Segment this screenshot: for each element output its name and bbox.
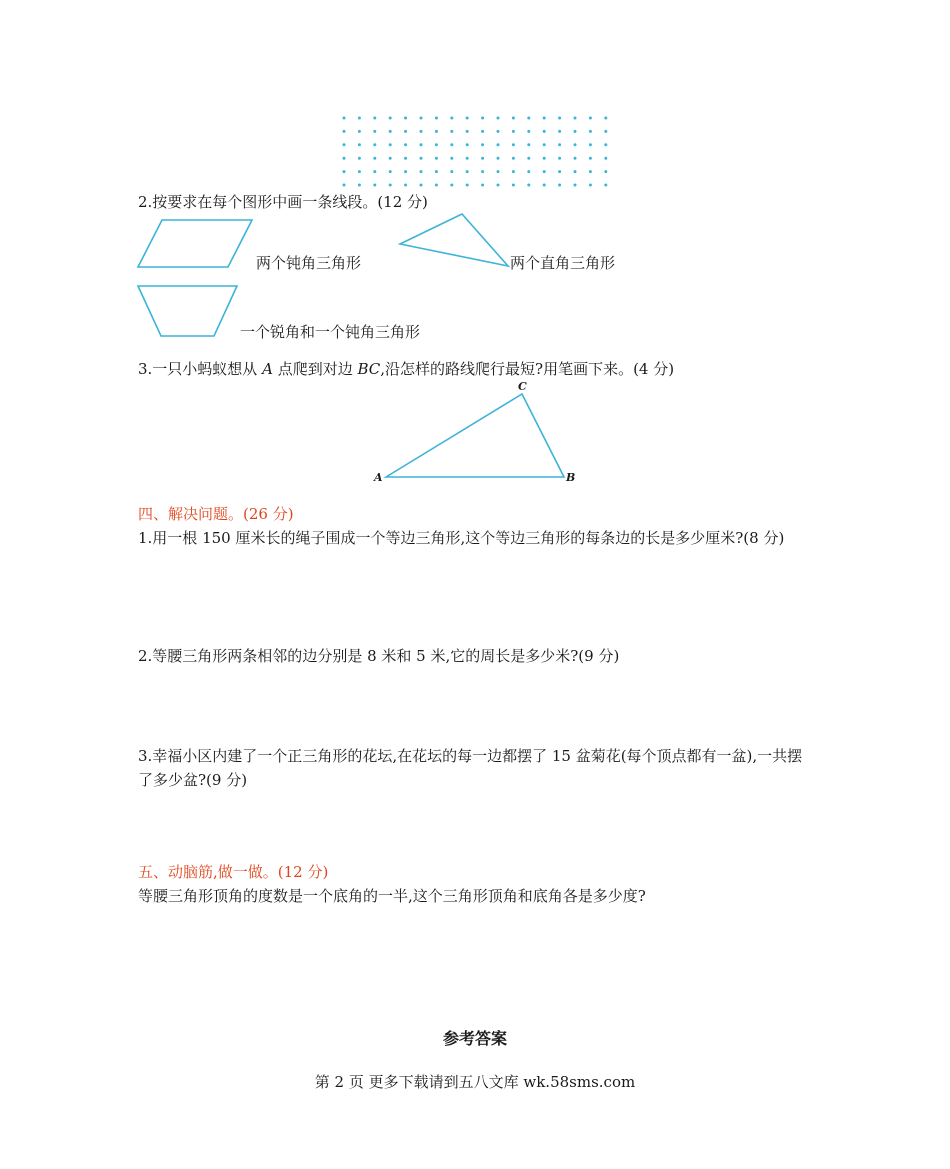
grid-dot bbox=[604, 130, 607, 133]
grid-dot bbox=[466, 117, 469, 120]
grid-dot bbox=[435, 117, 438, 120]
grid-dot bbox=[512, 170, 515, 173]
trapezoid-label: 一个锐角和一个钝角三角形 bbox=[240, 323, 421, 341]
grid-dot bbox=[389, 184, 392, 187]
section-4-heading: 四、解决问题。(26 分) bbox=[138, 505, 294, 523]
grid-dot bbox=[466, 170, 469, 173]
grid-dot bbox=[420, 184, 423, 187]
grid-dot bbox=[358, 170, 361, 173]
grid-dot bbox=[574, 143, 577, 146]
grid-dot bbox=[543, 157, 546, 160]
grid-dot bbox=[435, 170, 438, 173]
grid-dot bbox=[435, 184, 438, 187]
grid-dot bbox=[558, 117, 561, 120]
q3-suffix: ,沿怎样的路线爬行最短?用笔画下来。(4 分) bbox=[380, 360, 675, 378]
abc-triangle-figure bbox=[386, 394, 564, 477]
grid-dot bbox=[373, 130, 376, 133]
grid-dot bbox=[497, 130, 500, 133]
grid-dot bbox=[512, 184, 515, 187]
grid-dot bbox=[604, 117, 607, 120]
grid-dot bbox=[558, 157, 561, 160]
grid-dot bbox=[358, 143, 361, 146]
grid-dot bbox=[420, 117, 423, 120]
grid-dot bbox=[343, 117, 346, 120]
grid-dot bbox=[481, 184, 484, 187]
answer-title: 参考答案 bbox=[442, 1029, 507, 1048]
grid-dot bbox=[527, 184, 530, 187]
grid-dot bbox=[589, 184, 592, 187]
grid-dot bbox=[497, 184, 500, 187]
trapezoid-figure bbox=[138, 286, 237, 336]
grid-dot bbox=[604, 157, 607, 160]
grid-dot bbox=[420, 143, 423, 146]
triangle-label: 两个直角三角形 bbox=[510, 254, 616, 272]
grid-dot bbox=[404, 130, 407, 133]
grid-dot bbox=[450, 117, 453, 120]
grid-dot bbox=[435, 157, 438, 160]
vertex-b-label: B bbox=[566, 471, 576, 484]
grid-dot bbox=[481, 143, 484, 146]
grid-dot bbox=[404, 117, 407, 120]
parallelogram-label: 两个钝角三角形 bbox=[256, 254, 362, 272]
section-4-question-2: 2.等腰三角形两条相邻的边分别是 8 米和 5 米,它的周长是多少米?(9 分) bbox=[138, 647, 620, 665]
grid-dot bbox=[543, 170, 546, 173]
grid-dot bbox=[512, 130, 515, 133]
grid-dot bbox=[389, 143, 392, 146]
grid-dot bbox=[343, 184, 346, 187]
q3-mid: 点爬到对边 bbox=[272, 360, 358, 378]
grid-dot bbox=[574, 117, 577, 120]
grid-dot bbox=[543, 117, 546, 120]
grid-dot bbox=[450, 157, 453, 160]
grid-dot bbox=[404, 184, 407, 187]
grid-dot bbox=[343, 157, 346, 160]
grid-dot bbox=[420, 170, 423, 173]
section-4-question-1: 1.用一根 150 厘米长的绳子围成一个等边三角形,这个等边三角形的每条边的长是多少厘米?(8 分) bbox=[138, 529, 785, 547]
grid-dot bbox=[466, 184, 469, 187]
grid-dot bbox=[574, 130, 577, 133]
grid-dot bbox=[481, 117, 484, 120]
grid-dot bbox=[389, 157, 392, 160]
grid-dot bbox=[466, 157, 469, 160]
grid-dot bbox=[373, 170, 376, 173]
grid-dot bbox=[512, 157, 515, 160]
grid-dot bbox=[450, 143, 453, 146]
grid-dot bbox=[373, 143, 376, 146]
grid-dot bbox=[466, 130, 469, 133]
grid-dot bbox=[497, 170, 500, 173]
obtuse-triangle-figure bbox=[400, 214, 508, 266]
grid-dot bbox=[404, 170, 407, 173]
vertex-a-label: A bbox=[374, 471, 383, 484]
section-5-question: 等腰三角形顶角的度数是一个底角的一半,这个三角形顶角和底角各是多少度? bbox=[138, 887, 646, 905]
grid-dot bbox=[527, 143, 530, 146]
grid-dot bbox=[466, 143, 469, 146]
grid-dot bbox=[497, 143, 500, 146]
q3-side: BC bbox=[357, 360, 381, 378]
grid-dot bbox=[389, 117, 392, 120]
grid-dot bbox=[543, 130, 546, 133]
grid-dot bbox=[389, 130, 392, 133]
grid-dot bbox=[589, 157, 592, 160]
grid-dot bbox=[558, 130, 561, 133]
grid-dot bbox=[543, 143, 546, 146]
grid-dot bbox=[450, 130, 453, 133]
question-3-text bbox=[138, 359, 674, 379]
grid-dot bbox=[497, 157, 500, 160]
grid-dot bbox=[589, 170, 592, 173]
grid-dot bbox=[404, 157, 407, 160]
grid-dot bbox=[604, 184, 607, 187]
grid-dot bbox=[604, 143, 607, 146]
grid-dot bbox=[358, 117, 361, 120]
section-4-question-3: 3.幸福小区内建了一个正三角形的花坛,在花坛的每一边都摆了 15 盆菊花(每个顶点都有一盆),一共摆了多少盆?(9 分) bbox=[138, 747, 803, 789]
grid-dot bbox=[512, 143, 515, 146]
grid-dot bbox=[435, 143, 438, 146]
grid-dot bbox=[358, 130, 361, 133]
grid-dot bbox=[589, 130, 592, 133]
grid-dot bbox=[420, 130, 423, 133]
grid-dot bbox=[373, 184, 376, 187]
grid-dot bbox=[558, 184, 561, 187]
grid-dot bbox=[373, 117, 376, 120]
grid-dot bbox=[343, 170, 346, 173]
grid-dot bbox=[574, 157, 577, 160]
grid-dot bbox=[358, 184, 361, 187]
grid-dot bbox=[543, 184, 546, 187]
grid-dot bbox=[481, 170, 484, 173]
grid-dot bbox=[604, 170, 607, 173]
question-2-text: 2.按要求在每个图形中画一条线段。(12 分) bbox=[138, 193, 428, 211]
grid-dot bbox=[450, 184, 453, 187]
grid-dot bbox=[435, 130, 438, 133]
grid-dot bbox=[558, 143, 561, 146]
grid-dot bbox=[527, 170, 530, 173]
grid-dot bbox=[512, 117, 515, 120]
page-footer: 第 2 页 更多下载请到五八文库 wk.58sms.com bbox=[314, 1073, 636, 1091]
grid-dot bbox=[574, 184, 577, 187]
grid-dot bbox=[497, 117, 500, 120]
grid-dot bbox=[527, 117, 530, 120]
grid-dot bbox=[558, 170, 561, 173]
grid-dot bbox=[420, 157, 423, 160]
vertex-c-label: C bbox=[518, 380, 527, 393]
grid-dot bbox=[481, 157, 484, 160]
q3-prefix: 3.一只小蚂蚁想从 bbox=[138, 360, 263, 378]
grid-dot bbox=[373, 157, 376, 160]
grid-dot bbox=[574, 170, 577, 173]
grid-dot bbox=[404, 143, 407, 146]
grid-dot bbox=[527, 157, 530, 160]
grid-dot bbox=[527, 130, 530, 133]
grid-dot bbox=[450, 170, 453, 173]
grid-dot bbox=[589, 117, 592, 120]
grid-dot bbox=[389, 170, 392, 173]
grid-dot bbox=[358, 157, 361, 160]
q3-point: A bbox=[262, 360, 273, 378]
grid-dot bbox=[589, 143, 592, 146]
grid-dot bbox=[343, 130, 346, 133]
parallelogram-figure bbox=[138, 220, 252, 267]
section-5-heading: 五、动脑筋,做一做。(12 分) bbox=[138, 863, 329, 881]
grid-dot bbox=[481, 130, 484, 133]
grid-dot bbox=[343, 143, 346, 146]
